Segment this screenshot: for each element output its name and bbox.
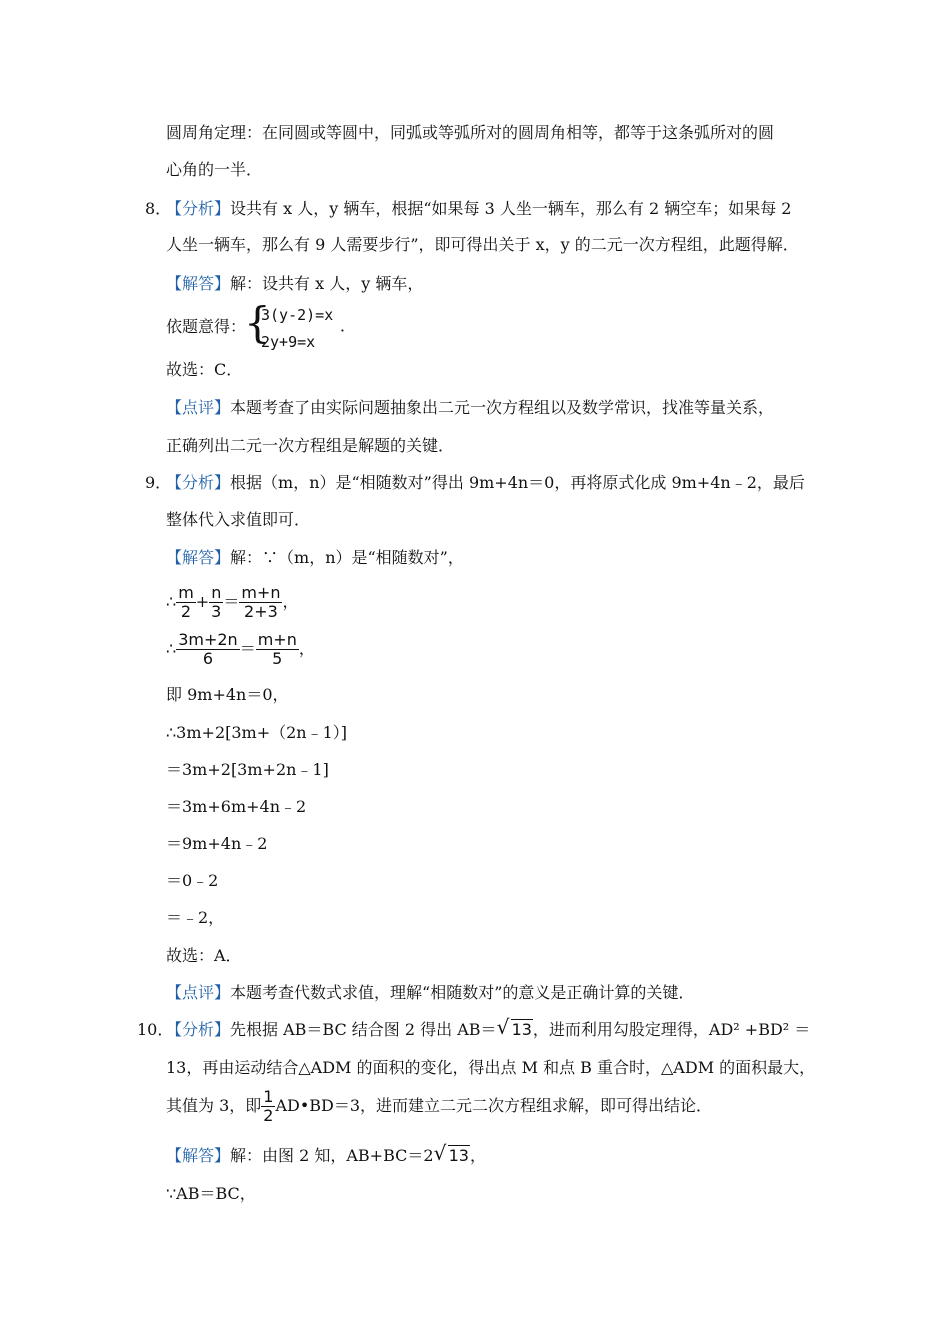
analysis-text: 其值为 3，即 <box>166 1096 262 1115</box>
therefore-symbol: ∴ <box>166 639 177 658</box>
fraction-one-half: $\frac{1}{2}$ <box>263 1087 274 1125</box>
q9-answer-line-1 <box>166 546 464 570</box>
q9-step-6: ＝0﹣2 <box>166 871 219 890</box>
q8-choice: 故选：C． <box>166 360 243 379</box>
sqrt-13: √ 13 <box>433 1141 469 1165</box>
equals-sign: ＝ <box>223 592 240 611</box>
answer-text-cont: ， <box>469 1146 486 1165</box>
q9-choice: 故选：A． <box>166 946 242 965</box>
q9-step-1: 即 9m+4n＝0， <box>166 685 289 704</box>
q9-analysis-line-2: 整体代入求值即可． <box>166 510 311 529</box>
therefore-symbol: ∴ <box>166 592 177 611</box>
q9-review <box>166 981 694 1005</box>
q8-review-line-1 <box>166 396 774 420</box>
equation-2: 2y+9=x <box>261 333 316 351</box>
q9-analysis-line-1 <box>166 471 805 495</box>
answer-tag: 【解答】 <box>166 548 231 567</box>
q8-analysis-line-2: 人坐一辆车，那么有 9 人需要步行”，即可得出关于 x，y 的二元一次方程组，此题得解． <box>166 235 799 254</box>
q10-answer-line-1 <box>166 1141 486 1168</box>
q8-review-line-2: 正确列出二元一次方程组是解题的关键． <box>166 436 455 455</box>
system-brace: { <box>244 298 271 347</box>
plus-sign: + <box>195 592 210 611</box>
analysis-tag: 【分析】 <box>166 1020 231 1039</box>
intro-line-1: 圆周角定理：在同圆或等圆中，同弧或等弧所对的圆周角相等，都等于这条弧所对的圆 <box>166 123 775 142</box>
fraction-sum: $\frac{m+n}{2+3}$ <box>241 583 281 621</box>
q10-analysis-line-1 <box>166 1015 811 1042</box>
q9-step-5: ＝9m+4n﹣2 <box>166 834 268 853</box>
answer-text: 解：∵（m，n）是“相随数对”， <box>230 548 464 567</box>
q9-step-3: ＝3m+2[3m+2n﹣1] <box>166 760 329 779</box>
review-tag: 【点评】 <box>166 398 231 417</box>
q9-step-2: ∴3m+2[3m+（2n﹣1）] <box>166 723 348 742</box>
analysis-text-cont: ，进而利用勾股定理得，AD² +BD² ＝ <box>532 1020 811 1039</box>
analysis-tag: 【分析】 <box>166 473 231 492</box>
answer-tag: 【解答】 <box>166 274 231 293</box>
q8-answer-line-1 <box>166 272 423 296</box>
answer-text: 解：设共有 x 人，y 辆车， <box>230 274 424 293</box>
question-10-number: 10． <box>137 1020 174 1039</box>
fraction-mn-over-5: $\frac{m+n}{5}$ <box>257 630 297 668</box>
analysis-text: 根据（m，n）是“相随数对”得出 9m+4n＝0，再将原式化成 9m+4n﹣2，最后 <box>230 473 805 492</box>
review-text: 本题考查代数式求值，理解“相随数对”的意义是正确计算的关键． <box>230 983 695 1002</box>
fraction-3m2n-over-6: $\frac{3m+2n}{6}$ <box>178 630 238 668</box>
fraction-m-over-2: $\frac{m}{2}$ <box>178 583 194 621</box>
review-text: 本题考查了由实际问题抽象出二元一次方程组以及数学常识，找准等量关系， <box>230 398 775 417</box>
comma: ， <box>298 639 315 658</box>
question-9-number: 9． <box>145 473 172 492</box>
review-tag: 【点评】 <box>166 983 231 1002</box>
q10-analysis-line-2: 13，再由运动结合△ADM 的面积的变化，得出点 M 和点 B 重合时，△ADM 的面积最大， <box>166 1058 816 1077</box>
q8-equation-prefix: 依题意得： <box>166 317 247 336</box>
q9-step-7: ＝﹣2， <box>166 908 225 927</box>
question-8-number: 8． <box>145 199 172 218</box>
q8-analysis-line-1 <box>166 197 792 221</box>
equation-1: 3(y-2)=x <box>261 306 334 324</box>
q9-step-4: ＝3m+6m+4n﹣2 <box>166 797 307 816</box>
analysis-tag: 【分析】 <box>166 199 231 218</box>
answer-tag: 【解答】 <box>166 1146 231 1165</box>
comma: ， <box>282 592 299 611</box>
q10-since-line: ∵AB＝BC， <box>166 1184 256 1203</box>
equals-sign: ＝ <box>239 639 256 658</box>
intro-line-2: 心角的一半． <box>166 160 263 179</box>
fraction-equation-1 <box>166 584 299 621</box>
analysis-text-cont: AD•BD＝3，进而建立二元二次方程组求解，即可得出结论． <box>275 1096 713 1115</box>
analysis-text: 先根据 AB＝BC 结合图 2 得出 AB＝ <box>230 1020 497 1039</box>
analysis-text: 设共有 x 人，y 辆车，根据“如果每 3 人坐一辆车，那么有 2 辆空车；如果每 2 <box>230 199 792 218</box>
fraction-n-over-3: $\frac{n}{3}$ <box>211 583 222 621</box>
equation-suffix: ． <box>340 316 357 335</box>
q10-analysis-line-3 <box>166 1088 712 1125</box>
fraction-equation-2 <box>166 631 315 668</box>
sqrt-13: √ 13 <box>496 1015 532 1039</box>
answer-text: 解：由图 2 知，AB+BC＝2 <box>230 1146 434 1165</box>
